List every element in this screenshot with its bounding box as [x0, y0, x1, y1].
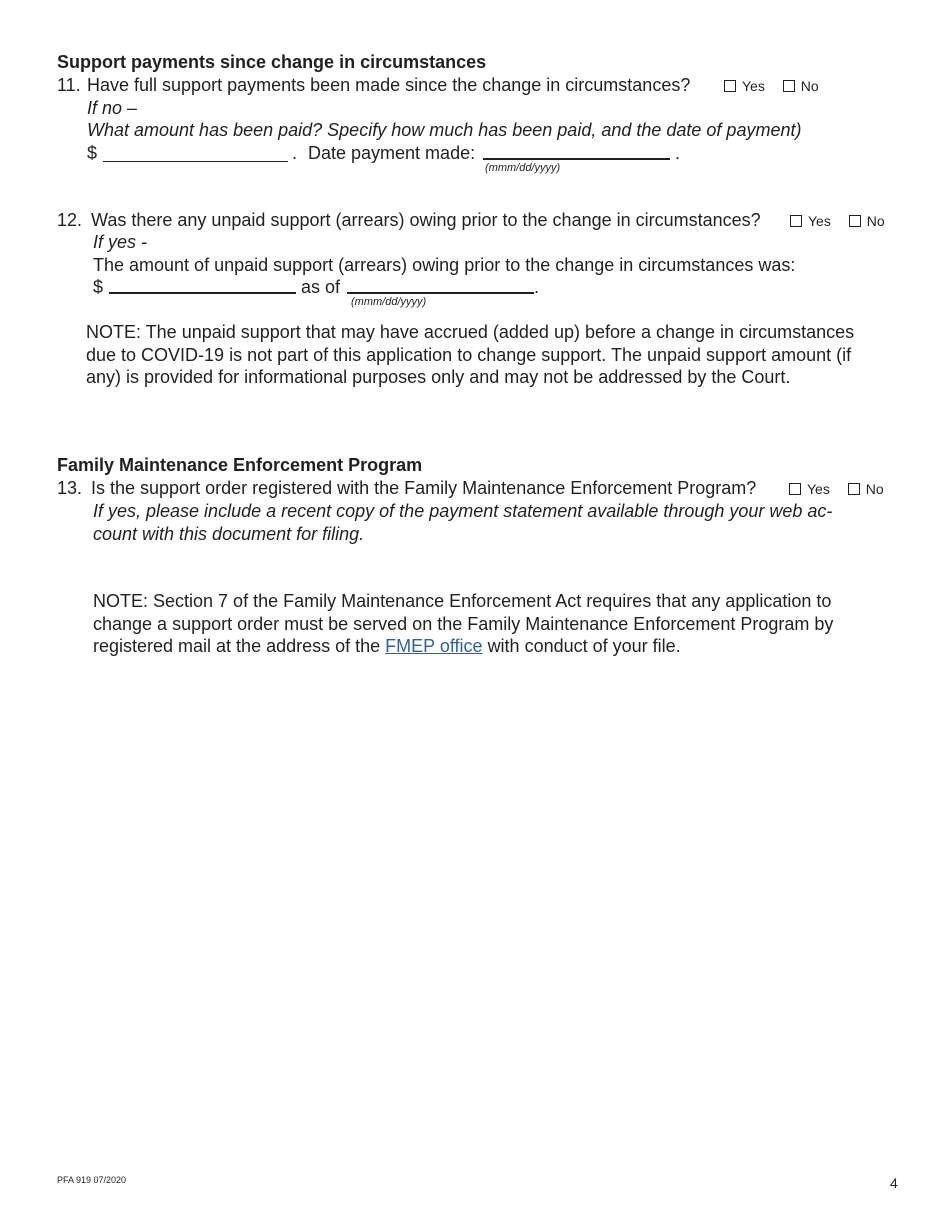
checkbox-icon[interactable] — [783, 80, 795, 92]
q12-question: Was there any unpaid support (arrears) owing prior to the change in circumstances? — [91, 210, 761, 230]
q13-options — [789, 481, 884, 497]
q13-note-prefix: registered mail at the address of the — [93, 636, 381, 656]
q13-question: Is the support order registered with the Family Maintenance Enforcement Program? — [91, 478, 757, 498]
q12-as-of: as of — [301, 277, 341, 297]
q13-if-yes-line: count with this document for filing. — [93, 523, 365, 544]
q12-note — [86, 321, 854, 389]
q12-note-line: any) is provided for informational purposes only and may not be addressed by the Court. — [86, 367, 791, 387]
q12-note-line: NOTE: The unpaid support that may have accrued (added up) before a change in circumstances — [86, 322, 855, 342]
q13-if-yes-prefix: If yes — [93, 501, 137, 521]
q11-question: Have full support payments been made since the change in circumstances? — [87, 75, 691, 95]
checkbox-icon[interactable] — [789, 483, 801, 495]
q11-date-field[interactable] — [483, 158, 670, 160]
q13-note-line: change a support order must be served on the Family Maintenance Enforcement Program by — [93, 613, 834, 634]
q12-options — [790, 213, 885, 229]
q11-options — [724, 78, 833, 94]
q13-note-suffix: with conduct of your file. — [487, 636, 681, 656]
section-heading-fmep: Family Maintenance Enforcement Program — [57, 455, 423, 475]
form-id: PFA 919 07/2020 — [57, 1175, 127, 1185]
checkbox-icon[interactable] — [724, 80, 736, 92]
q12-statement: The amount of unpaid support (arrears) owing prior to the change in circumstances was: — [93, 255, 796, 275]
q11-if-no: If no – — [87, 98, 138, 118]
q12-dollar-sign: $ — [93, 277, 104, 297]
q11-instruction: What amount has been paid? Specify how much has been paid, and the date of payment) — [87, 120, 802, 140]
q13-number: 13. — [57, 478, 83, 498]
section-heading-support-payments: Support payments since change in circumstances — [57, 52, 487, 72]
checkbox-icon[interactable] — [849, 215, 861, 227]
q13-note-line: NOTE: Section 7 of the Family Maintenance Enforcement Act requires that any application to — [93, 591, 832, 611]
q13-if-yes-instruction — [93, 500, 832, 545]
q11-number: 11. — [57, 75, 81, 95]
checkbox-icon[interactable] — [790, 215, 802, 227]
q11-yes-option[interactable]: Yes — [724, 78, 765, 94]
q13-if-yes-line — [93, 500, 832, 523]
q12-no-option[interactable]: No — [849, 213, 885, 229]
q12-yes-option[interactable]: Yes — [790, 213, 831, 229]
q11-date-format-hint: (mmm/dd/yyyy) — [485, 162, 561, 174]
q13-no-option[interactable]: No — [848, 481, 884, 497]
page-number: 4 — [890, 1175, 898, 1191]
q11-period: . — [292, 143, 298, 163]
q11-date-label: Date payment made: — [308, 143, 476, 163]
q13-note-line — [93, 635, 833, 658]
q11-dollar-sign: $ — [87, 143, 98, 163]
q13-note — [93, 590, 833, 658]
q12-number: 12. — [57, 210, 83, 230]
checkbox-icon[interactable] — [848, 483, 860, 495]
q12-date-field[interactable] — [347, 292, 534, 294]
q12-date-format-hint: (mmm/dd/yyyy) — [351, 296, 427, 308]
q11-amount-field[interactable] — [103, 161, 288, 162]
q11-date-period: . — [675, 143, 681, 163]
q12-note-line: due to COVID-19 is not part of this application to change support. The unpaid support amount (if — [86, 344, 852, 365]
q11-no-option[interactable]: No — [783, 78, 819, 94]
q12-period: . — [534, 277, 540, 297]
q13-yes-option[interactable]: Yes — [789, 481, 830, 497]
q12-if-yes: If yes - — [93, 232, 148, 252]
fmep-office-link[interactable]: FMEP office — [385, 636, 483, 656]
q12-amount-field[interactable] — [109, 292, 296, 294]
q13-if-yes-text: , please include a recent copy of the payment statement available through your web ac- — [136, 501, 833, 521]
